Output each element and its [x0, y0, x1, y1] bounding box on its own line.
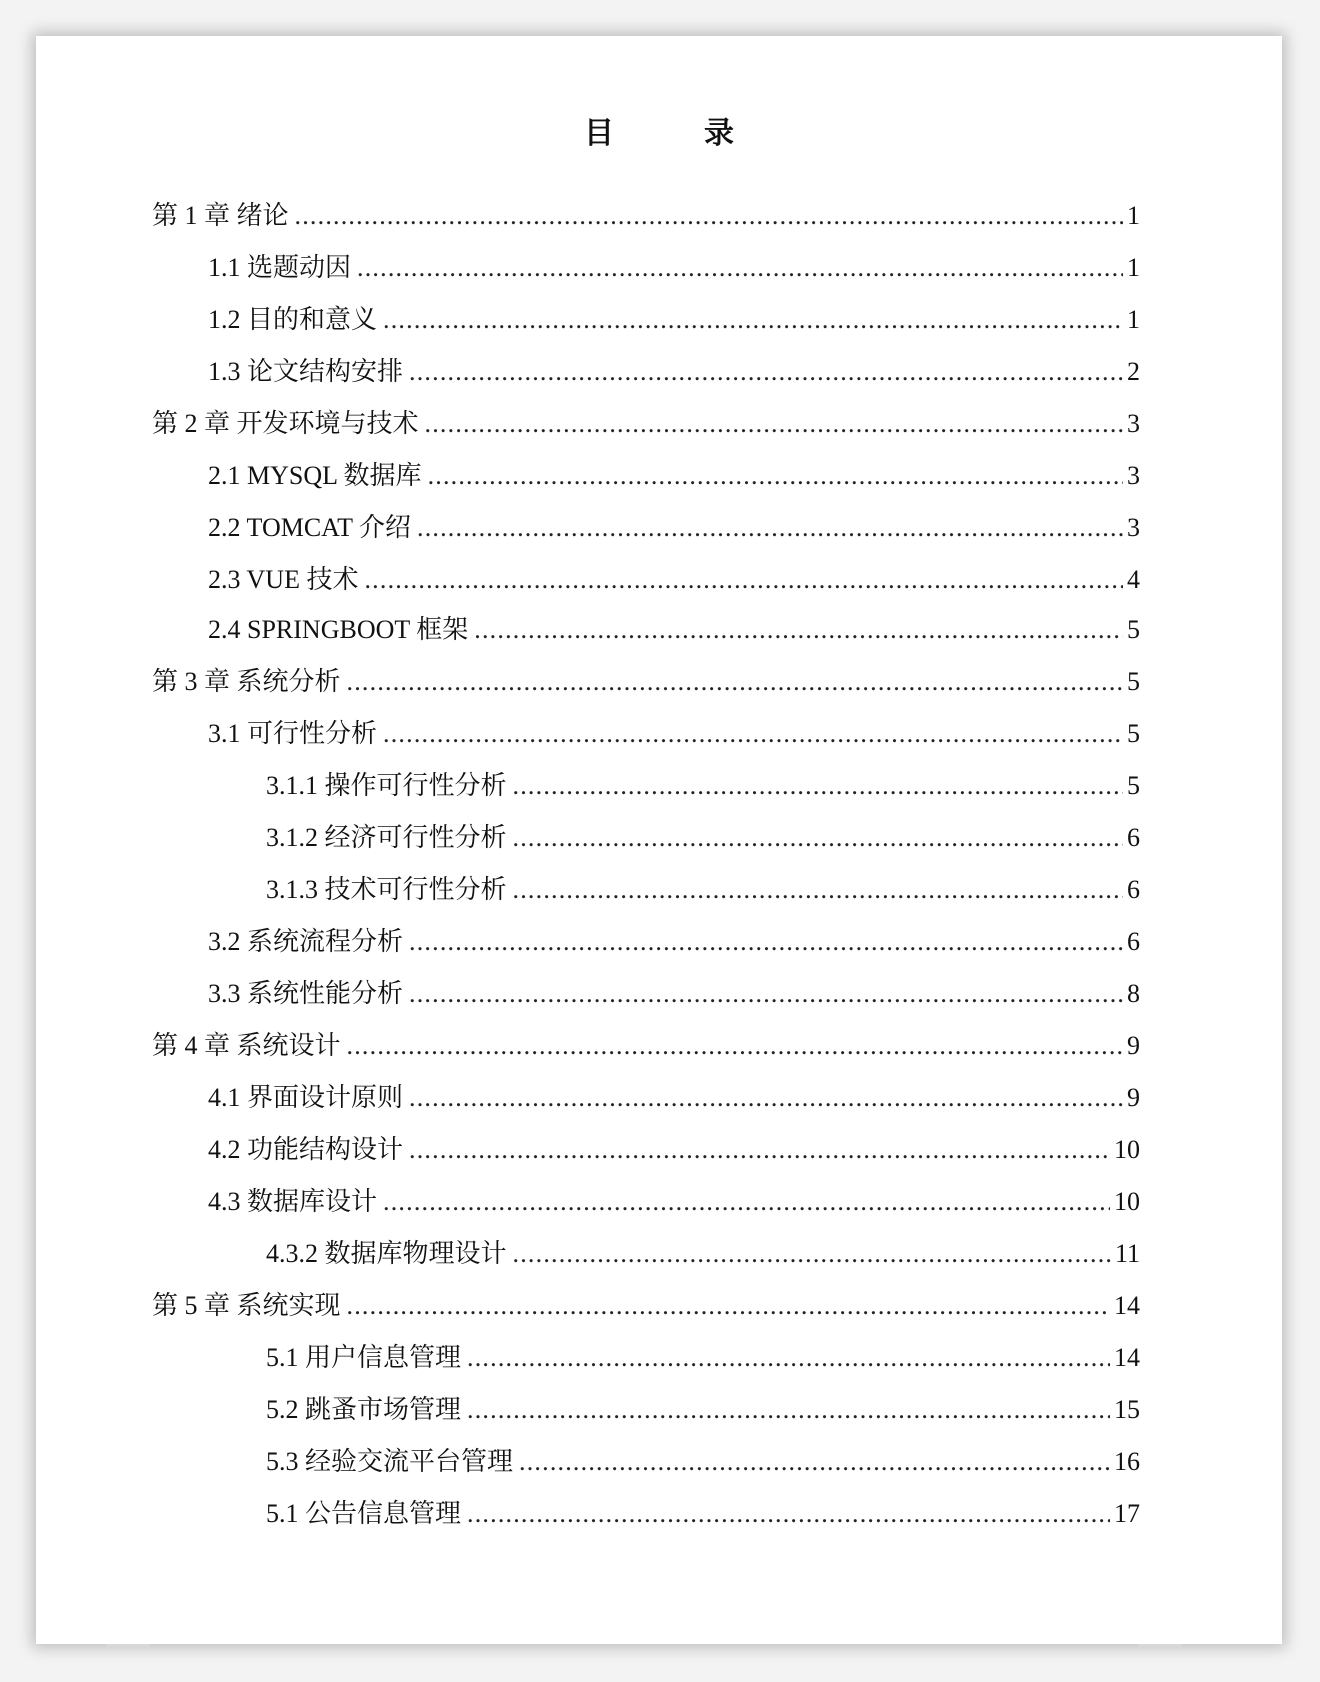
- toc-entry-page: 16: [1114, 1447, 1140, 1476]
- toc-entry-label: 3.1.2 经济可行性分析: [266, 823, 507, 852]
- toc-entry-label: 3.2 系统流程分析: [208, 927, 404, 956]
- toc-leader: [467, 1390, 1110, 1430]
- toc-entry-label: 4.3 数据库设计: [208, 1187, 378, 1216]
- toc-entry-page: 10: [1114, 1135, 1140, 1164]
- toc-entry-page: 8: [1127, 979, 1140, 1008]
- toc-entry-page: 3: [1127, 461, 1140, 490]
- toc-leader: [474, 610, 1123, 650]
- toc-entry-label: 4.1 界面设计原则: [208, 1083, 404, 1112]
- toc-leader: [383, 714, 1123, 754]
- toc-entry-page: 14: [1114, 1291, 1140, 1320]
- toc-entry-label: 4.2 功能结构设计: [208, 1135, 404, 1164]
- toc-entry[interactable]: [208, 1130, 1140, 1170]
- toc-entry-page: 6: [1127, 927, 1140, 956]
- toc-leader: [513, 870, 1123, 910]
- toc-entry-label: 1.1 选题动因: [208, 253, 352, 282]
- footer-rule-left: [106, 1644, 150, 1647]
- toc-leader: [409, 352, 1123, 392]
- toc-entry[interactable]: [208, 714, 1140, 754]
- toc-entry-label: 3.1.1 操作可行性分析: [266, 771, 507, 800]
- toc-entry[interactable]: [266, 870, 1140, 910]
- toc-leader: [364, 560, 1123, 600]
- toc-entry[interactable]: [208, 508, 1140, 548]
- toc-entry[interactable]: [208, 610, 1140, 650]
- toc-entry-label: 2.4 SPRINGBOOT 框架: [208, 615, 469, 644]
- toc-entry[interactable]: [208, 1078, 1140, 1118]
- toc-leader: [467, 1338, 1110, 1378]
- toc-entry-label: 第 4 章 系统设计: [152, 1031, 341, 1060]
- toc-entry[interactable]: [266, 1338, 1140, 1378]
- toc-entry[interactable]: [266, 766, 1140, 806]
- toc-entry-page: 1: [1127, 201, 1140, 230]
- toc-leader: [409, 1130, 1110, 1170]
- toc-entry-page: 2: [1127, 357, 1140, 386]
- toc-entry-page: 6: [1127, 875, 1140, 904]
- toc-entry-page: 3: [1127, 409, 1140, 438]
- toc-leader: [383, 300, 1123, 340]
- toc-entry-label: 5.2 跳蚤市场管理: [266, 1395, 462, 1424]
- toc-entry-label: 第 5 章 系统实现: [152, 1291, 341, 1320]
- toc-entry-label: 第 3 章 系统分析: [152, 667, 341, 696]
- toc-entry-page: 5: [1127, 719, 1140, 748]
- toc-leader: [519, 1442, 1110, 1482]
- toc-entry-chapter[interactable]: [152, 1286, 1140, 1326]
- toc-leader: [347, 1026, 1123, 1066]
- toc-entry-label: 5.1 用户信息管理: [266, 1343, 462, 1372]
- toc-entry-page: 15: [1114, 1395, 1140, 1424]
- toc-leader: [513, 766, 1123, 806]
- page-title: 目 录: [584, 116, 764, 151]
- toc-entry[interactable]: [266, 818, 1140, 858]
- toc-entry-page: 9: [1127, 1083, 1140, 1112]
- toc-entry[interactable]: [208, 974, 1140, 1014]
- toc-entry-page: 14: [1114, 1343, 1140, 1372]
- toc-entry-label: 5.3 经验交流平台管理: [266, 1447, 514, 1476]
- toc-entry-page: 17: [1114, 1499, 1140, 1528]
- toc-entry-label: 2.2 TOMCAT 介绍: [208, 513, 411, 542]
- toc-entry-label: 3.1 可行性分析: [208, 719, 378, 748]
- toc-entry-label: 5.1 公告信息管理: [266, 1499, 462, 1528]
- footer-rule-right: [1138, 1644, 1182, 1647]
- toc-leader: [383, 1182, 1110, 1222]
- toc-entry-page: 1: [1127, 253, 1140, 282]
- toc-entry[interactable]: [266, 1442, 1140, 1482]
- toc-leader: [409, 974, 1123, 1014]
- toc-entry[interactable]: [266, 1494, 1140, 1534]
- toc-entry[interactable]: [266, 1390, 1140, 1430]
- toc-entry-label: 3.3 系统性能分析: [208, 979, 404, 1008]
- toc-entry-chapter[interactable]: [152, 662, 1140, 702]
- toc-entry-page: 5: [1127, 771, 1140, 800]
- toc-entry-page: 10: [1114, 1187, 1140, 1216]
- toc-entry[interactable]: [208, 248, 1140, 288]
- toc-entry-label: 2.3 VUE 技术: [208, 565, 359, 594]
- toc-leader: [467, 1494, 1110, 1534]
- toc-leader: [409, 922, 1123, 962]
- toc-leader: [425, 404, 1123, 444]
- toc-leader: [409, 1078, 1123, 1118]
- toc-entry[interactable]: [208, 1182, 1140, 1222]
- toc-entry-page: 3: [1127, 513, 1140, 542]
- toc-entry-chapter[interactable]: [152, 196, 1140, 236]
- toc-leader: [295, 196, 1123, 236]
- toc-entry[interactable]: [266, 1234, 1140, 1274]
- toc-leader: [357, 248, 1123, 288]
- toc-leader: [513, 818, 1123, 858]
- toc-entry-page: 1: [1127, 305, 1140, 334]
- toc-leader: [417, 508, 1123, 548]
- toc-entry-label: 第 2 章 开发环境与技术: [152, 409, 419, 438]
- toc-entry-label: 2.1 MYSQL 数据库: [208, 461, 422, 490]
- document-page: [36, 36, 1282, 1644]
- toc-entry[interactable]: [208, 560, 1140, 600]
- toc-leader: [347, 1286, 1110, 1326]
- toc-entry-chapter[interactable]: [152, 404, 1140, 444]
- toc-entry-label: 1.3 论文结构安排: [208, 357, 404, 386]
- toc-entry-page: 5: [1127, 667, 1140, 696]
- toc-entry[interactable]: [208, 456, 1140, 496]
- toc-entry-chapter[interactable]: [152, 1026, 1140, 1066]
- toc-entry-label: 4.3.2 数据库物理设计: [266, 1239, 507, 1268]
- toc-entry-page: 11: [1114, 1239, 1140, 1268]
- toc-entry[interactable]: [208, 922, 1140, 962]
- toc-leader: [513, 1234, 1111, 1274]
- toc-entry-page: 6: [1127, 823, 1140, 852]
- toc-leader: [347, 662, 1123, 702]
- toc-entry[interactable]: [208, 352, 1140, 392]
- toc-leader: [428, 456, 1123, 496]
- toc-entry[interactable]: [208, 300, 1140, 340]
- toc-entry-label: 3.1.3 技术可行性分析: [266, 875, 507, 904]
- toc-entry-page: 9: [1127, 1031, 1140, 1060]
- toc-entry-label: 1.2 目的和意义: [208, 305, 378, 334]
- toc-entry-label: 第 1 章 绪论: [152, 201, 289, 230]
- toc-entry-page: 5: [1127, 615, 1140, 644]
- toc-entry-page: 4: [1127, 565, 1140, 594]
